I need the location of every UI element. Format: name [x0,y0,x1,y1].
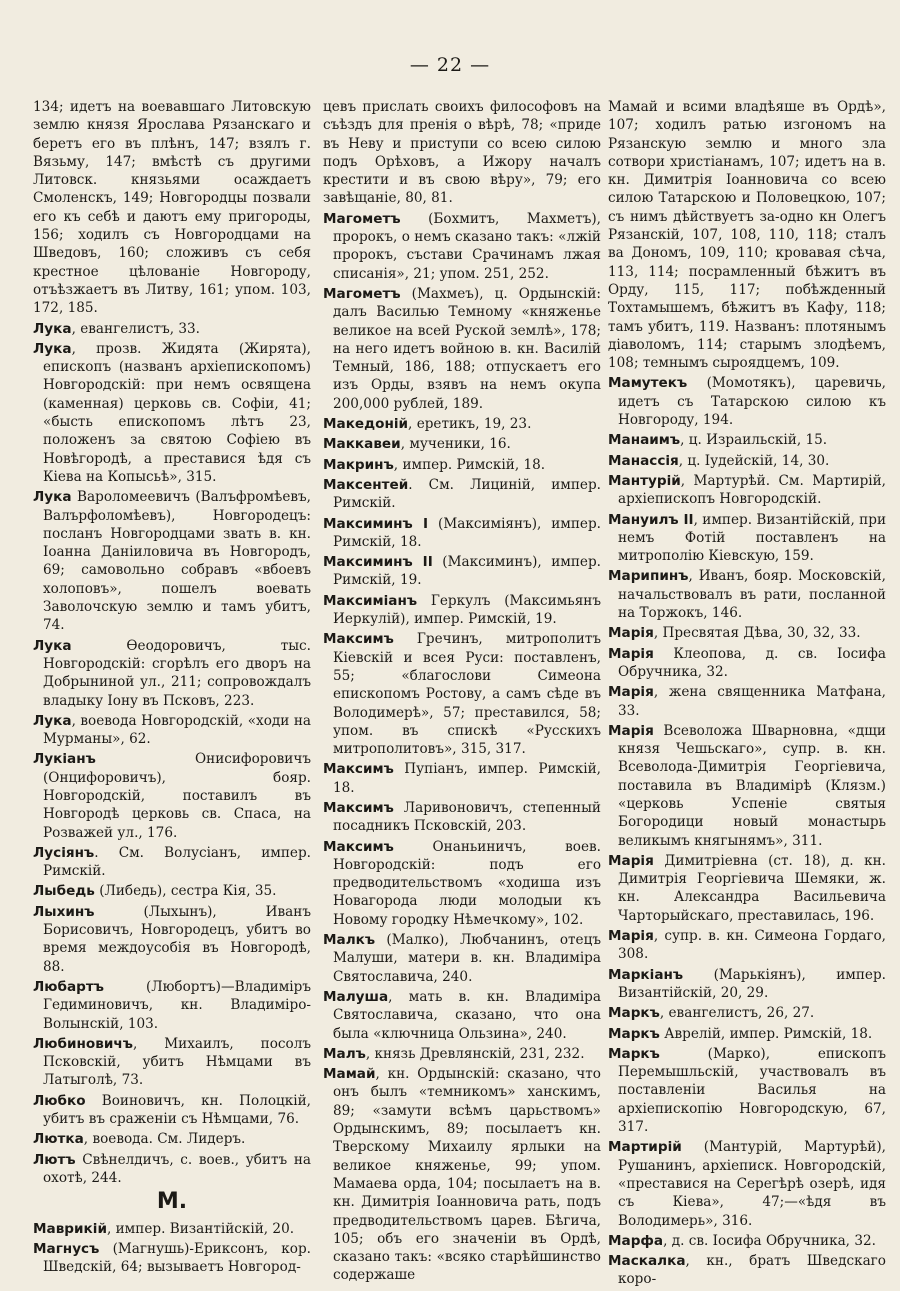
entry-headword: Малуша [323,988,389,1005]
entry-headword: Магнусъ [33,1240,100,1257]
index-entry [608,452,886,470]
index-entry [608,624,886,642]
index-entry [323,760,601,797]
entry-headword: Лыбедь [33,883,95,900]
entry-text: , д. св. Іосифа Обручника, 32. [663,1232,876,1249]
entry-headword: Маскалка [608,1253,686,1270]
entry-text: , евангелистъ, 33. [71,320,200,337]
entry-headword: Маккавеи [323,436,401,453]
index-entry [33,1220,311,1238]
index-entry-continuation [323,98,601,208]
index-entry-continuation [608,98,886,372]
entry-text: (Момотякъ), царевичь, идетъ съ Татарскою силою къ Новгороду, 194. [618,375,886,429]
entry-headword: Малкъ [323,932,376,949]
entry-headword: Максиминъ I [323,515,429,532]
entry-text: 134; идетъ на воевавшаго Литовскую землю князя Ярослава Рязанскаго и беретъ его въ плѣнъ, 147; взялъ г. Вязьму, 147; вмѣстѣ съ другими Литовск. князьями осаждаетъ Смоленскъ, 149; Новгородцы позвали его къ себѣ и даютъ ему пригороды, 156; ходилъ съ Новгородцами на Шведовъ, 160; сложивъ съ себя крестное цѣлованіе Новгороду, отъѣзжаетъ въ Литву, 161; упом. 103, 172, 185. [33,99,311,317]
entry-headword: Лука [33,712,72,729]
entry-text: , еретикъ, 19, 23. [408,416,532,433]
index-entry [608,927,886,964]
column-left [33,98,311,1278]
column-middle [323,98,601,1287]
index-entry [608,472,886,509]
index-entry [33,488,311,634]
entry-text: (Максиминъ), импер. Римскій, 19. [333,554,601,589]
index-entry [608,1045,886,1136]
index-entry [33,1151,311,1188]
entry-text: Всеволожа Шварновна, «дщи князя Чешьскаго», супр. в. кн. Всеволода-Димитрія Георгіевича, поставила въ Владимірѣ (Клязм.) «церковь Успеніе святыя Богородици новый монастырь великымъ княгынямъ», 311. [618,722,886,849]
entry-text: , евангелистъ, 26, 27. [659,1005,815,1022]
entry-headword: Марфа [608,1232,664,1249]
entry-headword: Манассія [608,452,679,469]
index-entry [323,931,601,986]
index-entry [33,882,311,900]
entry-headword: Лютъ [33,1151,76,1168]
entry-headword: Лютка [33,1131,84,1148]
entry-headword: Марія [608,852,654,869]
entry-text: , супр. в. кн. Симеона Гордаго, 308. [618,928,886,963]
entry-text: , кн. Ордынскій: сказано, что онъ былъ «темникомъ» ханскимъ, 89; «замути всѣмъ царьствомъ» Ордынскимъ, 89; посылаетъ кн. Тверскому Михаилу ярлыки на великое княженье, 99; упом. Мамаева орда, 104; посылаетъ на в. кн. Димитрія Іоанновича рать, подъ предводительствомъ царев. Бѣгича, 105; объ его значеніи въ Ордѣ, сказано такъ: «всяко старѣйшинство содержаше [333,1066,601,1284]
index-entry [608,1232,886,1250]
index-entry [323,476,601,513]
entry-headword: Маркіанъ [608,966,684,983]
index-entry [323,210,601,283]
entry-headword: Любиновичъ [33,1035,133,1052]
entry-headword: Лукіанъ [33,751,96,768]
entry-headword: Магометъ [323,210,401,227]
index-entry [323,435,601,453]
entry-text: , импер. Римскій, 18. [393,456,546,473]
entry-text: , Пресвятая Дѣва, 30, 32, 33. [653,625,861,642]
index-entry [33,320,311,338]
entry-headword: Максиминъ II [323,554,433,571]
entry-text: Ларивоновичъ, степенный посадникъ Псковскій, 203. [333,799,601,835]
index-entry [608,722,886,850]
index-entry [608,1025,886,1043]
entry-headword: Мартирій [608,1139,682,1156]
index-entry [323,838,601,929]
entry-text: Свѣнелдичъ, с. воев., убитъ на охотѣ, 244. [43,1151,311,1186]
entry-headword: Марія [608,722,654,739]
entry-headword: Маврикій [33,1220,107,1237]
entry-text: Онаньиничъ, воев. Новгородскій: подъ его предводительствомъ «ходиша изъ Новагорода люди молодыи къ Новому городку Нѣмечкому», 102. [333,838,601,928]
entry-text: , Мартурѣй. См. Мартирій, архіепископъ Новгородскій. [618,472,886,508]
index-entry [608,511,886,566]
entry-text: (Махмеъ), ц. Ордынскій: далъ Василью Темному «княженье великое на всей Руской землѣ», 178; на него идетъ войною в. кн. Василій Темный, 186, 188; отпускаетъ его изъ Орды, взявъ на немъ окупа 200,000 рублей, 189. [333,285,601,412]
entry-text: Воиновичъ, кн. Полоцкій, убитъ въ сраженіи съ Нѣмцами, 76. [43,1092,311,1128]
entry-text: , ц. Іудейскій, 14, 30. [678,452,830,469]
entry-headword: Мамутекъ [608,375,688,392]
entry-headword: Лука [33,340,72,357]
index-entry [608,431,886,449]
entry-text: Клеопова, д. св. Іосифа Обручника, 32. [618,645,886,680]
entry-text: (Марькіянъ), импер. Византійскій, 20, 29. [618,966,886,1001]
entry-headword: Малъ [323,1045,366,1062]
index-entry [323,1045,601,1063]
index-entry [323,592,601,629]
entry-text: . См. Лициній, импер. Римскій. [333,476,601,512]
entry-headword: Лусіянъ [33,844,95,861]
index-entry [323,1065,601,1285]
index-entry [323,630,601,758]
entry-text: . См. Волусіанъ, импер. Римскій. [43,844,311,880]
entry-headword: Максентей [323,476,409,493]
index-entry [33,340,311,486]
entry-headword: Манаимъ [608,432,681,449]
entry-text: Онисифоровичъ (Онцифоровичъ), бояр. Новгородскій, поставилъ въ Новгородѣ церковь св. Спаса, на Розважей ул., 176. [43,751,311,841]
entry-headword: Максимъ [323,838,394,855]
entry-text: , воевода Новгородскій, «ходи на Мурманы», 62. [43,712,311,748]
index-entry [33,1130,311,1148]
index-entry [323,988,601,1043]
entry-headword: Максиміанъ [323,592,418,609]
entry-text: , князь Древлянскій, 231, 232. [365,1045,585,1062]
index-entry [608,374,886,429]
entry-headword: Марипинъ [608,568,689,585]
entry-headword: Маркъ [608,1045,660,1062]
index-entry [608,966,886,1003]
entry-text: (Мантурій, Мартурѣй), Рушанинъ, архіеписк. Новгородскій, «преставися на Серегѣрѣ озерѣ, идя съ Кіева», 47;—«ѣдя въ Володимерь», 316. [618,1139,886,1229]
section-letter-heading: М. [156,1189,188,1215]
entry-text: , жена священника Матфана, 33. [618,684,886,719]
index-entry [33,712,311,749]
index-entry [33,1092,311,1129]
entry-text: (Бохмитъ, Махметъ), пророкъ, о немъ сказано такъ: «лжій пророкъ, състави Срачинамъ лжая списанія», 21; упом. 251, 252. [333,210,601,282]
entry-text: Вароломеевичъ (Валъфромѣевъ, Валърфоломѣевъ), Новгородецъ: посланъ Новгородцами звать в. кн. Іоанна Даніиловича въ Новгородъ, 69; самовольно собравъ «вбоевъ холоповъ», пошелъ воевать Заволочскую землю и тамъ убитъ, 74. [43,489,311,634]
entry-text: (Любортъ)—Владиміръ Гедиминовичъ, кн. Владиміро-Волынскій, 103. [43,978,311,1032]
entry-text: (Магнушь)-Ериксонъ, кор. Шведскій, 64; вызываетъ Новгород- [43,1240,311,1276]
index-entry [33,903,311,976]
index-entry-continuation [33,98,311,318]
entry-text: Пупіанъ, импер. Римскій, 18. [333,761,601,796]
index-entry [323,456,601,474]
entry-text: Гречинъ, митрополитъ Кіевскій и всея Руси: поставленъ, 55; «благослови Симеона епископомъ Ростову, а самъ сѣде въ Володимерѣ», 57; преставился, 58; упом. въ спискѣ «Русскихъ митрополитовъ», 315, 317. [333,631,601,758]
entry-text: , Михаилъ, посолъ Псковскій, убитъ Нѣмцами въ Латыголѣ, 73. [43,1035,311,1089]
index-entry [323,553,601,590]
index-entry [608,852,886,925]
entry-headword: Маркъ [608,1005,660,1022]
index-entry [323,285,601,413]
entry-headword: Максимъ [323,799,394,816]
entry-text: , кн., братъ Шведскаго коро- [618,1253,886,1288]
index-entry [33,750,311,841]
entry-text: (Максиміянъ), импер. Римскій, 18. [333,515,602,550]
index-entry [33,978,311,1033]
entry-text: , Иванъ, бояр. Московскій, начальствовалъ въ рати, посланной на Торжокъ, 146. [618,568,886,622]
index-entry [608,683,886,720]
index-entry [608,1138,886,1229]
entry-text: Димитріевна (ст. 18), д. кн. Димитрія Георгіевича Шемяки, ж. кн. Александра Васильевича Чарторыйскаго, преставилась, 196. [618,852,886,924]
entry-text: , импер. Византійскій, 20. [106,1220,295,1237]
entry-text: , импер. Византійскій, при немъ Фотій поставленъ на митрополію Кіевскую, 159. [618,511,887,565]
entry-headword: Лука [33,489,72,506]
entry-headword: Максимъ [323,631,394,648]
entry-headword: Любартъ [33,978,104,995]
entry-text: , мученики, 16. [400,436,511,453]
entry-text: (Малко), Любчанинъ, отецъ Малуши, матери в. кн. Владиміра Святославича, 240. [333,932,601,985]
entry-text: , мать в. кн. Владиміра Святославича, сказано, что она была «ключница Ользина», 240. [333,988,601,1042]
index-entry [608,1252,886,1289]
entry-headword: Любко [33,1092,86,1109]
column-right [608,98,886,1291]
entry-headword: Марія [608,684,654,701]
entry-text: (Либедь), сестра Кія, 35. [94,883,277,900]
index-entry [608,645,886,682]
index-entry [323,515,601,552]
entry-text: , ц. Израильскій, 15. [680,432,828,449]
entry-headword: Максимъ [323,761,394,778]
entry-headword: Лука [33,320,72,337]
entry-text: , прозв. Жидята (Жирята), епископъ (названъ архіепископомъ) Новгородскій: при немъ освящена (каменная) церковь св. Софіи, 41; «бысть епископомъ лѣтъ 23, положенъ за святою Софіею въ Новѣгородѣ, а преставися ѣдя съ Кіева на Копысьѣ», 315. [43,340,311,485]
entry-headword: Марія [608,625,654,642]
entry-headword: Маркъ [608,1025,660,1042]
index-entry [608,567,886,622]
index-entry [323,799,601,836]
entry-headword: Мамай [323,1066,376,1083]
entry-headword: Марія [608,645,654,662]
entry-text: Ѳеодоровичъ, тыс. Новгородскій: сгорѣлъ его дворъ на Добрыниной ул., 211; сопровождалъ владыку Іону въ Псковъ, 223. [43,637,311,709]
entry-headword: Марія [608,928,654,945]
entry-headword: Магометъ [323,285,401,302]
entry-headword: Македоній [323,416,409,433]
index-entry [33,1035,311,1090]
entry-headword: Мануилъ II [608,511,694,528]
index-entry [323,415,601,433]
entry-headword: Мантурій [608,472,681,489]
entry-text: , воевода. См. Лидеръ. [83,1131,246,1148]
page-number: — 22 — [409,54,491,76]
index-entry [33,844,311,881]
entry-text: Геркулъ (Максимьянъ Иеркулій), импер. Римскій, 19. [333,592,601,628]
entry-text: (Лыхынъ), Иванъ Борисовичъ, Новгородецъ, убитъ во время междоусобія въ Новгородѣ, 88. [43,903,311,975]
entry-text: цевъ прислать своихъ философовъ на съѣздъ для пренія о вѣрѣ, 78; «приде въ Неву и приступи со всею силою подъ Орѣховъ, а Ижору началъ крестити и въ свою вѣру», 79; его завѣщаніе, 80, 81. [323,99,601,207]
entry-text: (Марко), епископъ Перемышльскій, участвовалъ въ поставленіи Василья на архіепископію Новгородскую, 67, 317. [618,1045,886,1136]
entry-text: Мамай и всими владѣяше въ Ордѣ», 107; ходилъ ратью изгономъ на Рязанскую землю и много зла сотвори христіанамъ, 107; идетъ на в. кн. Димитрія Іоанновича со всею силою Татарскою и Половецкою, 107; съ нимъ дѣйствуетъ за-одно кн Олегъ Рязанскій, 107, 108, 110, 118; сталъ ва Дономъ, 109, 110; кровавая сѣча, 113, 114; посрамленный бѣжитъ въ Орду, 115, 117; побѣжденный Тохтамышемъ, бѣжитъ въ Кафу, 118; тамъ убитъ, 119. Названъ: плотянымъ діаволомъ, 114; старымъ злодѣемъ, 108; темнымъ сыроядцемъ, 109. [608,99,886,372]
entry-headword: Лыхинъ [33,903,95,920]
entry-headword: Макринъ [323,456,394,473]
entry-headword: Лука [33,637,72,654]
index-entry [33,637,311,710]
entry-text: Аврелій, импер. Римскій, 18. [659,1025,873,1042]
index-entry [608,1004,886,1022]
